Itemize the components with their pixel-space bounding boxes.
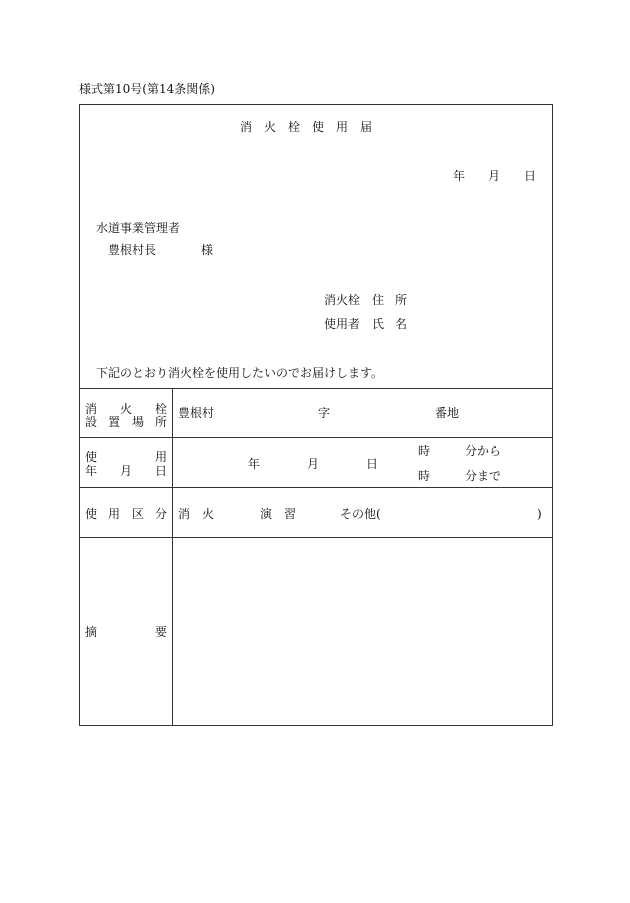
usage-type-label-char: 使: [85, 507, 98, 521]
location-village: 豊根村: [178, 406, 215, 420]
addressee-honorific: 様: [201, 243, 214, 257]
date-month-label: 月: [488, 169, 501, 183]
location-label-char: 所: [155, 415, 168, 429]
usage-type-label-char: 分: [155, 507, 168, 521]
datetime-hour-to: 時: [418, 469, 431, 483]
date-day-label: 日: [524, 169, 537, 183]
location-label-char: 設: [85, 415, 98, 429]
form-title: 消 火 栓 使 用 届: [240, 120, 373, 134]
usage-type-other: その他(: [340, 507, 381, 521]
applicant-name-label-1: 氏: [372, 317, 385, 331]
usage-type-label-char: 用: [108, 507, 121, 521]
datetime-minute-to: 分まで: [465, 469, 502, 483]
divider-datetime: [79, 487, 552, 488]
location-label-char: 栓: [155, 402, 168, 416]
divider-header: [79, 388, 552, 389]
applicant-prefix-hydrant: 消火栓: [324, 293, 361, 307]
location-aza: 字: [318, 406, 331, 420]
divider-location: [79, 437, 552, 438]
datetime-hour-from: 時: [418, 444, 431, 458]
applicant-address-label-2: 所: [395, 293, 408, 307]
applicant-name-label-2: 名: [395, 317, 408, 331]
statement-text: 下記のとおり消火栓を使用したいのでお届けします。: [96, 366, 384, 380]
datetime-minute-from: 分から: [465, 444, 502, 458]
form-number: 様式第10号(第14条関係): [79, 82, 215, 96]
location-label-char: 場: [132, 415, 145, 429]
usage-type-label-char: 区: [132, 507, 145, 521]
datetime-day: 日: [366, 457, 379, 471]
applicant-address-label-1: 住: [372, 293, 385, 307]
applicant-prefix-user: 使用者: [324, 317, 361, 331]
addressee-name: 豊根村長: [108, 243, 157, 257]
datetime-label-char: 月: [120, 464, 133, 478]
remarks-label-char: 摘: [85, 625, 98, 639]
usage-type-close-paren: ): [537, 507, 542, 521]
usage-type-fire: 消 火: [178, 507, 215, 521]
datetime-label-char: 年: [85, 464, 98, 478]
addressee-title: 水道事業管理者: [96, 221, 181, 235]
location-banchi: 番地: [435, 406, 460, 420]
remarks-label-char: 要: [155, 625, 168, 639]
location-label-char: 置: [108, 415, 121, 429]
location-label-char: 火: [120, 402, 133, 416]
datetime-label-char: 使: [85, 450, 98, 464]
date-year-label: 年: [453, 169, 466, 183]
usage-type-drill: 演 習: [260, 507, 297, 521]
location-label-char: 消: [85, 402, 98, 416]
datetime-label-char: 用: [155, 450, 168, 464]
datetime-month: 月: [307, 457, 320, 471]
datetime-year: 年: [248, 457, 261, 471]
remarks-field[interactable]: [173, 538, 551, 724]
datetime-label-char: 日: [155, 464, 168, 478]
